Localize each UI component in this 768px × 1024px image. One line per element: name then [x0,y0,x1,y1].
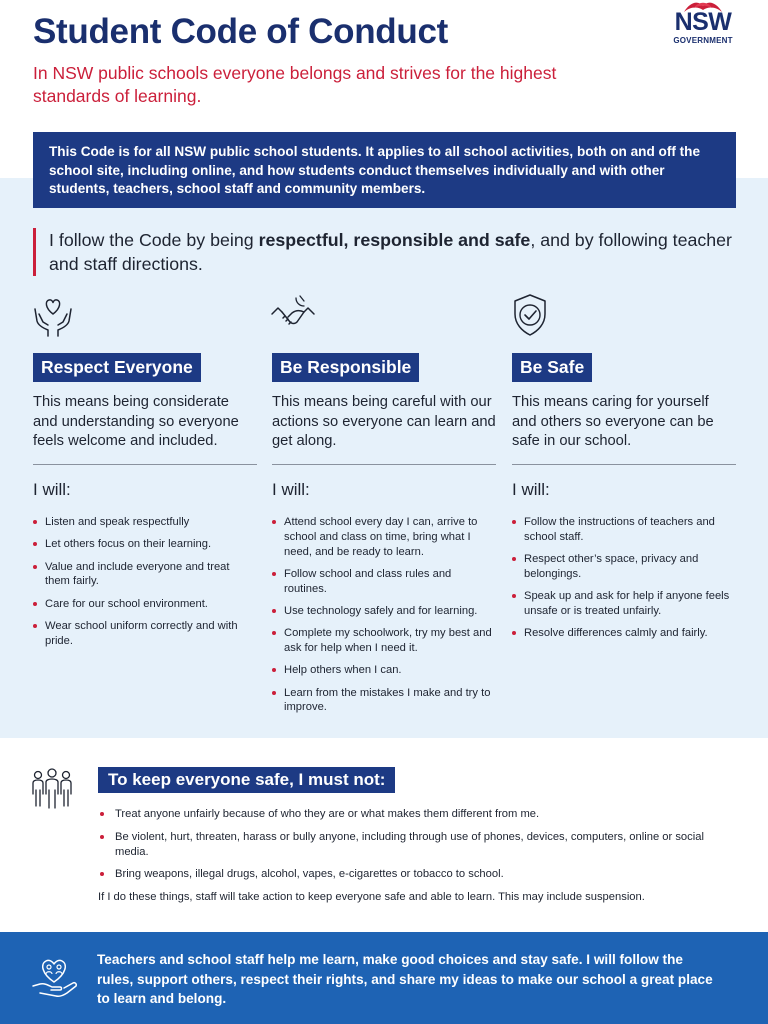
heading-respect-everyone: Respect Everyone [33,353,201,382]
responsible-list [272,515,496,723]
list-item: Use technology safely and for learning. [272,604,496,619]
description-respect: This means being considerate and understanding so everyone feels welcome and included. [33,394,239,449]
list-item: Respect other’s space, privacy and belongings. [512,552,736,582]
i-will-label: I will: [512,480,550,499]
list-item: Help others when I can. [272,663,496,678]
follow-statement [33,228,733,276]
intro-box: This Code is for all NSW public school students. It applies to all school activities, both on and off the school site, including online, and how students conduct themselves individually and with other students, teachers, school staff and community members. [33,132,736,208]
follow-text-after: , and by following teacher and staff directions. [49,230,732,274]
list-item: Listen and speak respectfully [33,515,257,530]
heart-people-hand-icon [30,952,78,1000]
logo-subtext: GOVERNMENT [673,36,733,45]
list-item: Care for our school environment. [33,597,257,612]
description-safe: This means caring for yourself and others so everyone can be safe in our school. [512,394,714,449]
heart-hands-icon [30,292,76,338]
footer-statement: Teachers and school staff help me learn, make good choices and stay safe. I will follow the rules, support others, respect their rights, and share my ideas to make our school a great place to learn and belong. [97,952,713,1006]
description-responsible: This means being careful with our actions so everyone can learn and get along. [272,394,496,449]
i-will-label: I will: [33,480,71,499]
people-group-icon [30,766,74,810]
list-item: Wear school uniform correctly and with pride. [33,619,257,649]
divider [33,464,257,465]
list-item: Let others focus on their learning. [33,537,257,552]
list-item: Value and include everyone and treat them fairly. [33,560,257,590]
list-item: Follow school and class rules and routines. [272,567,496,597]
page-title: Student Code of Conduct [33,12,448,51]
nsw-government-logo [668,0,738,48]
list-item: Be violent, hurt, threaten, harass or bully anyone, including through use of phones, devices, computers, online or social media. [98,830,728,860]
divider [512,464,736,465]
logo-word: NSW [674,8,732,36]
i-will-label: I will: [272,480,310,499]
divider [272,464,496,465]
must-not-list [98,807,728,890]
page-subtitle: In NSW public schools everyone belongs and strives for the highest standards of learning. [33,63,557,106]
handshake-icon [270,292,316,338]
shield-check-icon [507,292,553,338]
safe-column-list [512,515,736,649]
list-item: Attend school every day I can, arrive to school and class on time, bring what I need, and be ready to learn. [272,515,496,559]
list-item: Bring weapons, illegal drugs, alcohol, vapes, e-cigarettes or tobacco to school. [98,867,728,882]
list-item: Complete my schoolwork, try my best and ask for help when I need it. [272,626,496,656]
follow-text-before: I follow the Code by being [49,230,259,250]
respect-list [33,515,257,656]
follow-text-bold: respectful, responsible and safe [258,230,531,250]
list-item: Speak up and ask for help if anyone feels unsafe or is treated unfairly. [512,589,736,619]
consequence-note: If I do these things, staff will take action to keep everyone safe and able to learn. This may include suspension. [98,891,645,903]
heading-keep-safe: To keep everyone safe, I must not: [98,767,395,793]
list-item: Resolve differences calmly and fairly. [512,626,736,641]
list-item: Follow the instructions of teachers and school staff. [512,515,736,545]
list-item: Treat anyone unfairly because of who they are or what makes them different from me. [98,807,728,822]
heading-be-responsible: Be Responsible [272,353,419,382]
footer-banner [0,932,768,1024]
list-item: Learn from the mistakes I make and try to improve. [272,686,496,716]
heading-be-safe: Be Safe [512,353,592,382]
